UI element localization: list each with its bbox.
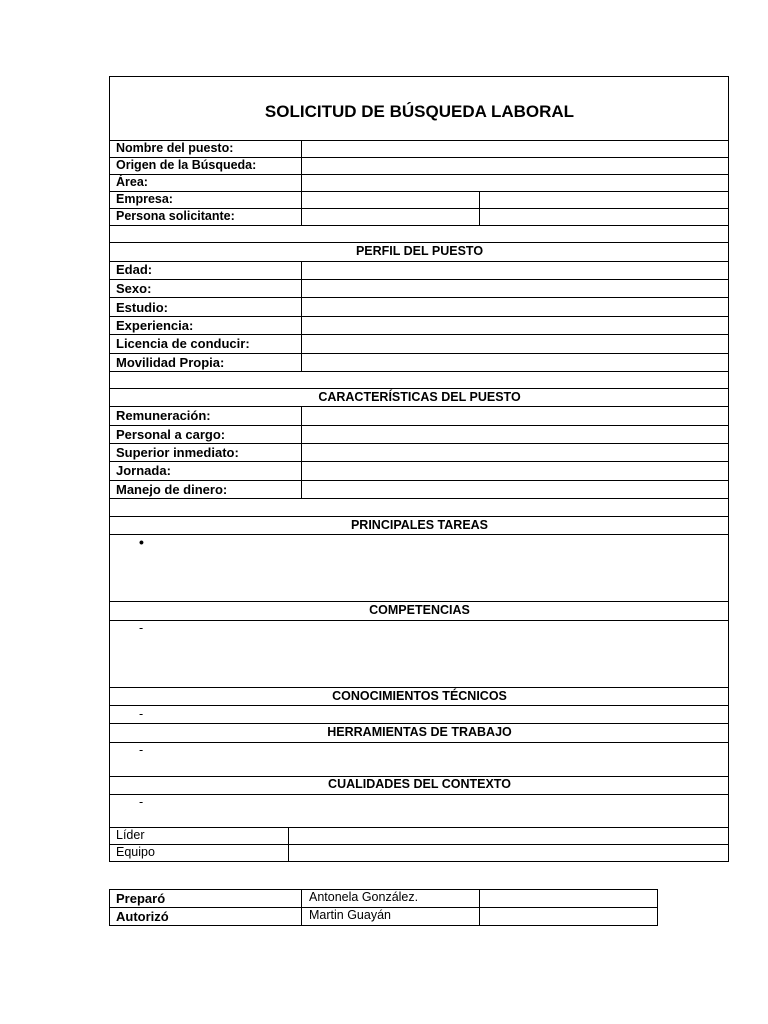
- row-line: [109, 388, 729, 389]
- perfil-header: PERFIL DEL PUESTO: [355, 244, 484, 258]
- origen-busqueda-label: Origen de la Búsqueda:: [116, 158, 257, 172]
- column-divider: [479, 191, 480, 225]
- row-line: [109, 406, 729, 407]
- column-divider: [301, 261, 302, 371]
- herramientas-header: HERRAMIENTAS DE TRABAJO: [327, 725, 512, 739]
- row-line: [109, 794, 729, 795]
- column-divider: [301, 889, 302, 926]
- estudio-label: Estudio:: [116, 300, 168, 315]
- equipo-label: Equipo: [116, 845, 155, 859]
- row-line: [109, 334, 729, 335]
- preparo-label: Preparó: [116, 891, 166, 906]
- superior-label: Superior inmediato:: [116, 445, 239, 460]
- row-line: [109, 443, 729, 444]
- row-line: [109, 723, 729, 724]
- row-line: [109, 705, 729, 706]
- row-line: [109, 534, 729, 535]
- row-line: [109, 827, 729, 828]
- herramientas-dash: -: [139, 743, 144, 757]
- row-line: [109, 225, 729, 226]
- row-line: [109, 242, 729, 243]
- conocimientos-header: CONOCIMIENTOS TÉCNICOS: [332, 689, 507, 703]
- remuneracion-label: Remuneración:: [116, 408, 211, 423]
- column-divider: [288, 827, 289, 861]
- autorizo-label: Autorizó: [116, 909, 169, 924]
- row-line: [109, 279, 729, 280]
- competencias-header: COMPETENCIAS: [369, 603, 470, 617]
- licencia-label: Licencia de conducir:: [116, 336, 250, 351]
- row-line: [109, 191, 729, 192]
- row-line: [109, 601, 729, 602]
- caracteristicas-header: CARACTERÍSTICAS DEL PUESTO: [318, 390, 521, 404]
- jornada-label: Jornada:: [116, 463, 171, 478]
- area-label: Área:: [116, 175, 148, 189]
- column-divider: [479, 889, 480, 926]
- row-line: [109, 480, 729, 481]
- lider-label: Líder: [116, 828, 145, 842]
- column-divider: [301, 406, 302, 498]
- cualidades-header: CUALIDADES DEL CONTEXTO: [328, 777, 511, 791]
- nombre-puesto-label: Nombre del puesto:: [116, 141, 234, 155]
- row-line: [109, 297, 729, 298]
- row-line: [109, 174, 729, 175]
- edad-label: Edad:: [116, 262, 153, 277]
- row-line: [109, 861, 729, 862]
- row-line: [109, 620, 729, 621]
- row-line: [109, 687, 729, 688]
- row-line: [109, 316, 729, 317]
- cualidades-dash: -: [139, 795, 144, 809]
- conocimientos-dash: -: [139, 707, 144, 721]
- competencias-dash: -: [139, 621, 144, 635]
- column-divider: [109, 889, 110, 926]
- row-line: [109, 371, 729, 372]
- form-title: SOLICITUD DE BÚSQUEDA LABORAL: [264, 102, 575, 121]
- column-divider: [301, 140, 302, 225]
- row-line: [109, 844, 729, 845]
- column-divider: [657, 889, 658, 926]
- sexo-label: Sexo:: [116, 281, 152, 296]
- personal-label: Personal a cargo:: [116, 427, 226, 442]
- row-line: [109, 76, 729, 77]
- table-right-border: [728, 76, 729, 862]
- row-line: [109, 742, 729, 743]
- experiencia-label: Experiencia:: [116, 318, 194, 333]
- tareas-bullet: •: [139, 534, 144, 550]
- table-left-border: [109, 76, 110, 862]
- row-line: [109, 498, 729, 499]
- persona-solicitante-label: Persona solicitante:: [116, 209, 235, 223]
- movilidad-label: Movilidad Propia:: [116, 355, 225, 370]
- tareas-header: PRINCIPALES TAREAS: [350, 518, 489, 532]
- row-line: [109, 353, 729, 354]
- row-line: [109, 461, 729, 462]
- manejo-label: Manejo de dinero:: [116, 482, 228, 497]
- row-line: [109, 925, 657, 926]
- autorizo-name: Martin Guayán: [309, 908, 391, 922]
- row-line: [109, 261, 729, 262]
- preparo-name: Antonela González.: [309, 890, 419, 904]
- row-line: [109, 516, 729, 517]
- row-line: [109, 425, 729, 426]
- empresa-label: Empresa:: [116, 192, 173, 206]
